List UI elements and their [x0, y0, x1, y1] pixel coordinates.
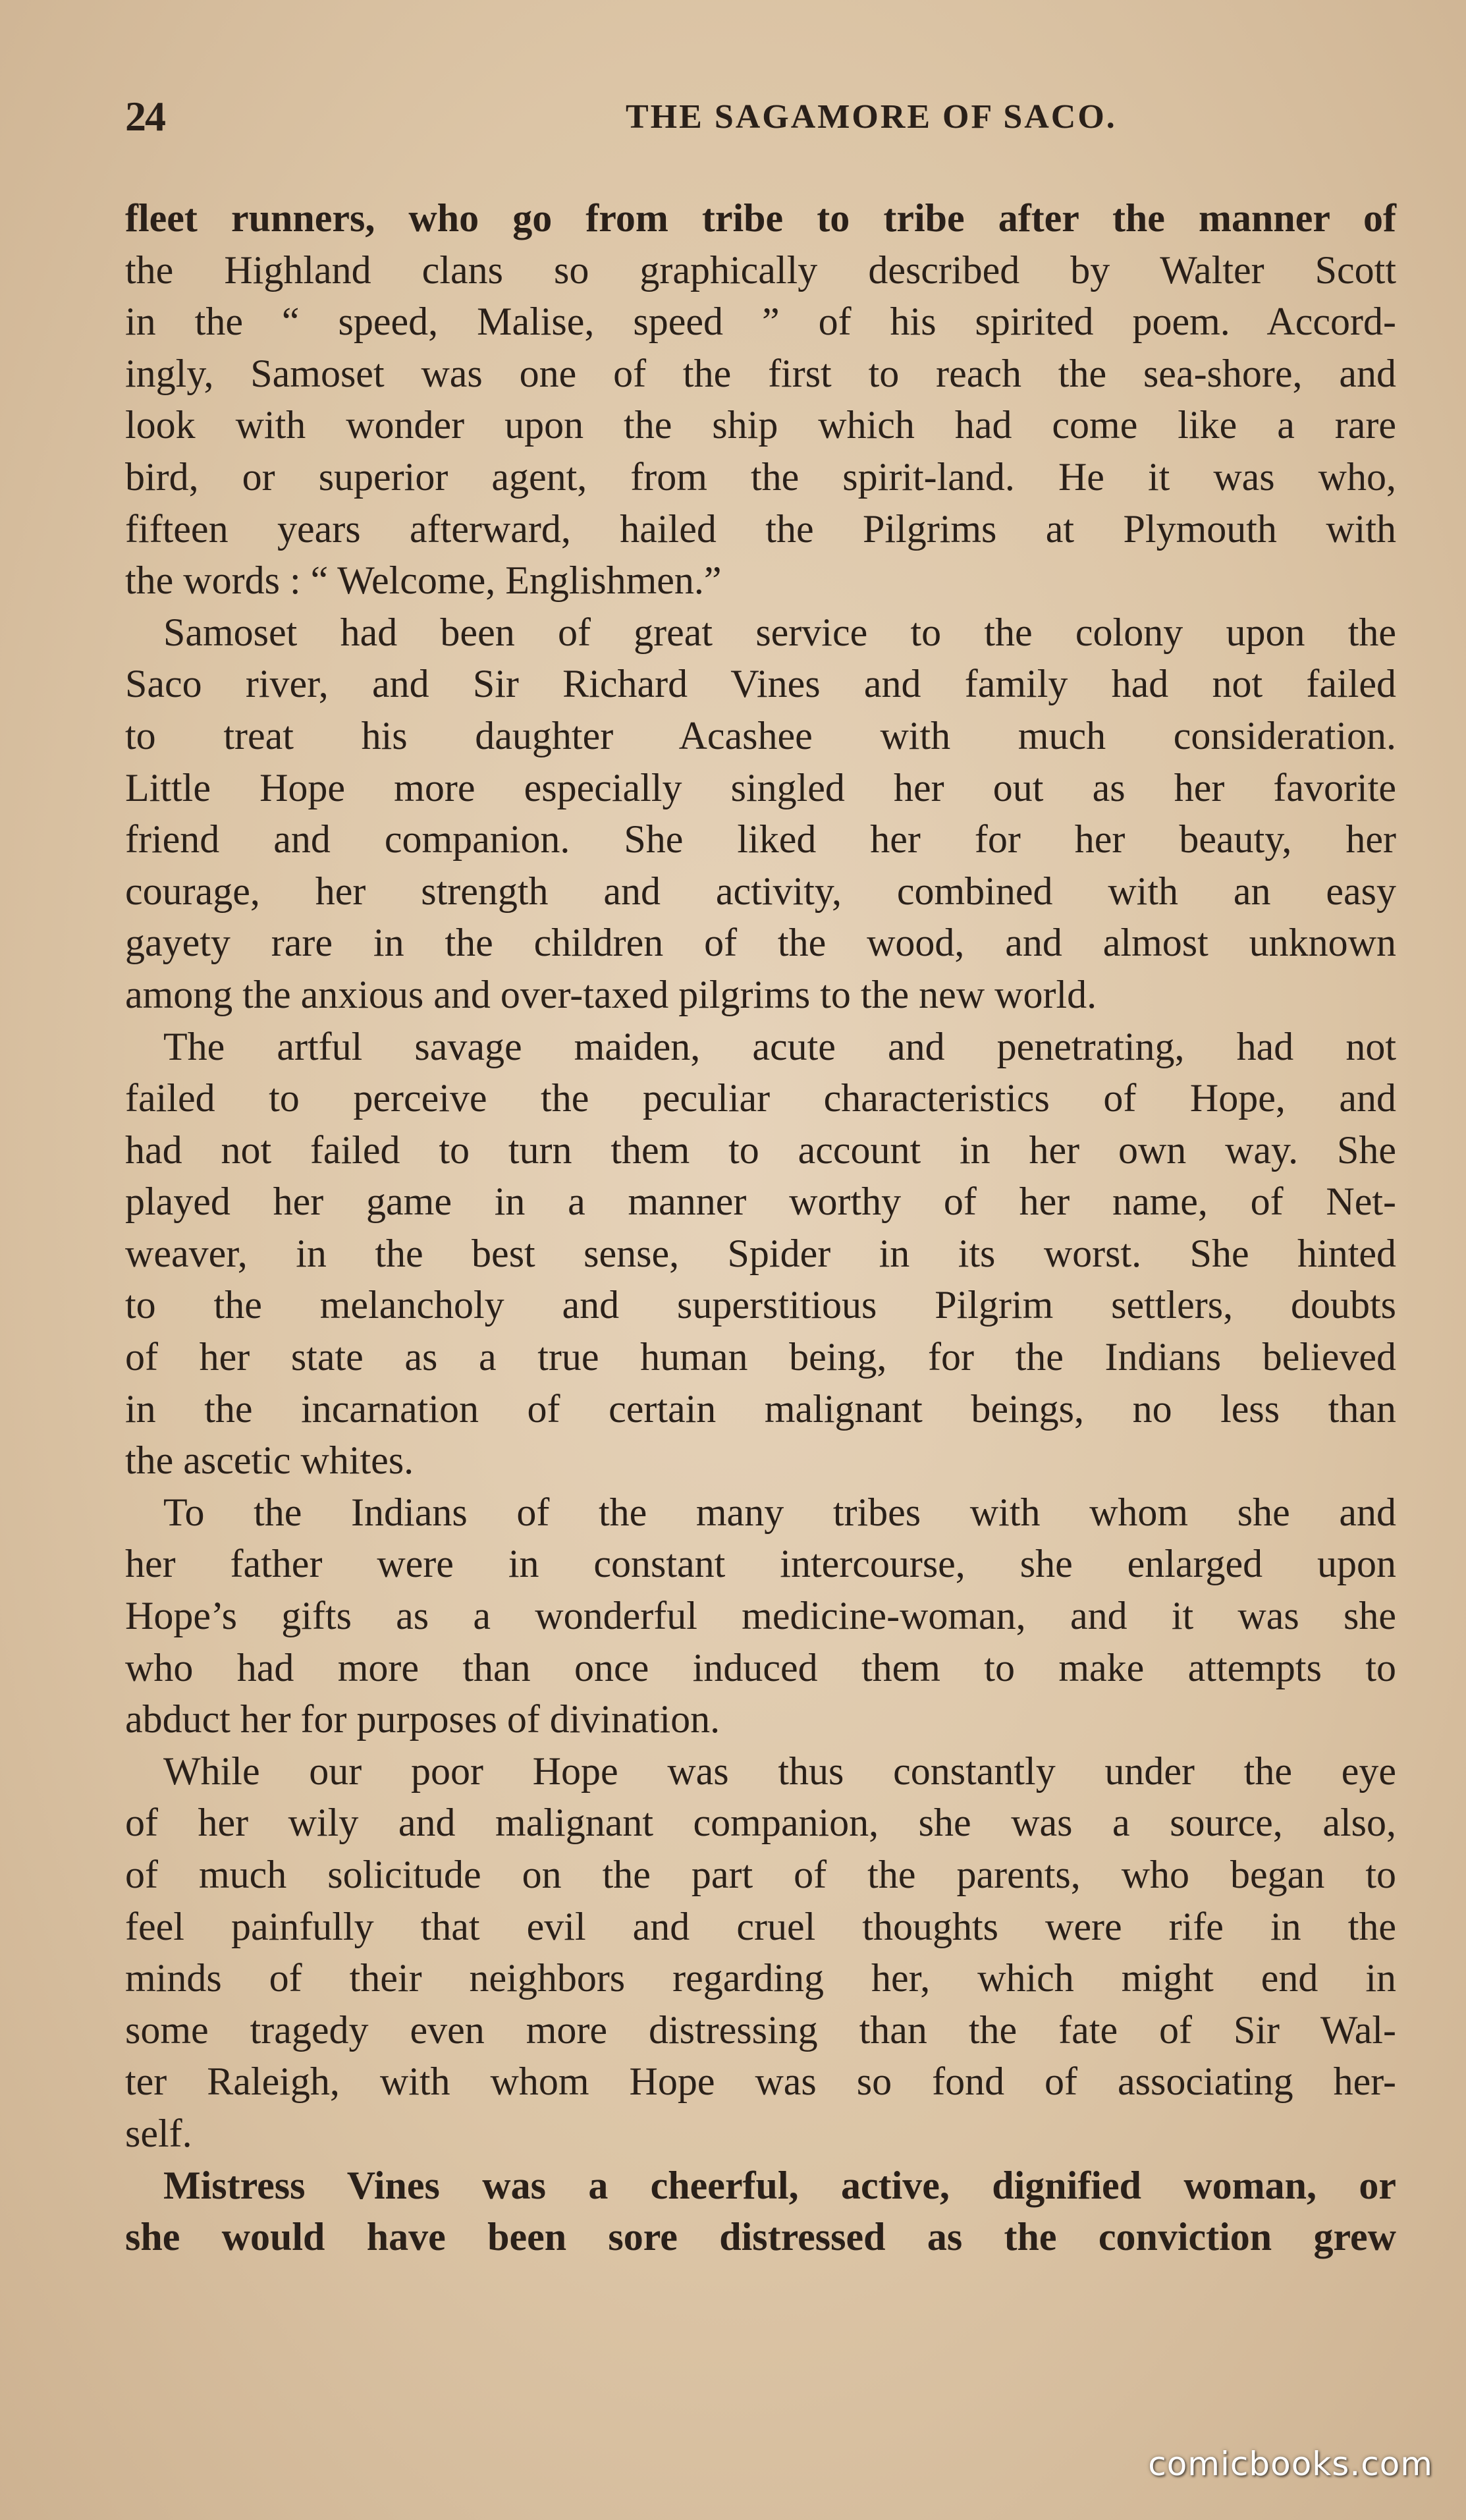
text-line: to treat his daughter Acashee with much consideration.: [125, 713, 1396, 757]
text-line: gayety rare in the children of the wood, and almost unknown: [125, 921, 1396, 965]
body-text: [125, 192, 1396, 2263]
text-line: look with wonder upon the ship which had come like a rare: [125, 403, 1396, 447]
text-line: the words : “ Welcome, Englishmen.”: [125, 559, 722, 603]
text-line: of her state as a true human being, for the Indians believed: [125, 1335, 1396, 1379]
text-line: the Highland clans so graphically described by Walter Scott: [125, 248, 1396, 292]
text-line: Samoset had been of great service to the colony upon the: [163, 610, 1396, 654]
paragraph: [125, 1745, 1396, 2160]
text-line: While our poor Hope was thus constantly under the eye: [163, 1749, 1396, 1793]
text-line: Saco river, and Sir Richard Vines and family had not failed: [125, 662, 1396, 706]
text-line: friend and companion. She liked her for her beauty, her: [125, 817, 1396, 862]
text-line: had not failed to turn them to account in her own way. She: [125, 1128, 1396, 1172]
text-line: played her game in a manner worthy of her name, of Net-: [125, 1180, 1396, 1224]
text-line: The artful savage maiden, acute and penetrating, had not: [163, 1024, 1396, 1068]
text-line: in the “ speed, Malise, speed ” of his spirited poem. Accord-: [125, 300, 1396, 344]
text-line: of her wily and malignant companion, she was a source, also,: [125, 1801, 1396, 1845]
text-line: some tragedy even more distressing than the fate of Sir Wal-: [125, 2008, 1396, 2052]
paragraph: [125, 192, 1396, 607]
paragraph: [125, 2160, 1396, 2263]
paragraph: [125, 607, 1396, 1021]
text-line: Hope’s gifts as a wonderful medicine-woman, and it was she: [125, 1594, 1396, 1638]
text-line: the ascetic whites.: [125, 1438, 414, 1483]
text-line: in the incarnation of certain malignant beings, no less than: [125, 1386, 1396, 1431]
page-header: [125, 92, 1396, 138]
text-line: fleet runners, who go from tribe to tribe after the manner of: [125, 196, 1396, 240]
text-line: of much solicitude on the part of the parents, who began to: [125, 1853, 1396, 1896]
text-line: bird, or superior agent, from the spirit-land. He it was who,: [125, 454, 1396, 499]
text-line: ingly, Samoset was one of the first to reach the sea-shore, and: [125, 351, 1396, 395]
text-line: minds of their neighbors regarding her, which might end in: [125, 1956, 1396, 2000]
text-line: her father were in constant intercourse, she enlarged upon: [125, 1542, 1396, 1586]
running-title: THE SAGAMORE OF SACO.: [626, 98, 1117, 136]
text-line: To the Indians of the many tribes with whom she and: [163, 1490, 1396, 1534]
text-line: fifteen years afterward, hailed the Pilgrims at Plymouth with: [125, 507, 1396, 551]
text-line: Little Hope more especially singled her out as her favorite: [125, 765, 1396, 809]
text-line: among the anxious and over-taxed pilgrims to the new world.: [125, 972, 1097, 1016]
text-line: to the melancholy and superstitious Pilgrim settlers, doubts: [125, 1283, 1396, 1327]
text-line: self.: [125, 2111, 192, 2155]
text-line: feel painfully that evil and cruel thoughts were rife in the: [125, 1904, 1396, 1948]
text-line: weaver, in the best sense, Spider in its worst. She hinted: [125, 1231, 1396, 1275]
text-line: Mistress Vines was a cheerful, active, dignified woman, or: [163, 2163, 1396, 2207]
paragraph: [125, 1487, 1396, 1745]
paragraph: [125, 1021, 1396, 1487]
page-number: 24: [125, 93, 165, 140]
text-line: ter Raleigh, with whom Hope was so fond of associating her-: [125, 2060, 1396, 2104]
text-line: who had more than once induced them to make attempts to: [125, 1645, 1396, 1689]
text-line: courage, her strength and activity, combined with an easy: [125, 869, 1396, 913]
text-line: failed to perceive the peculiar characteristics of Hope, and: [125, 1076, 1396, 1120]
watermark: comicbooks.com: [1148, 2445, 1433, 2483]
text-line: she would have been sore distressed as the conviction grew: [125, 2215, 1396, 2259]
text-line: abduct her for purposes of divination.: [125, 1697, 720, 1741]
